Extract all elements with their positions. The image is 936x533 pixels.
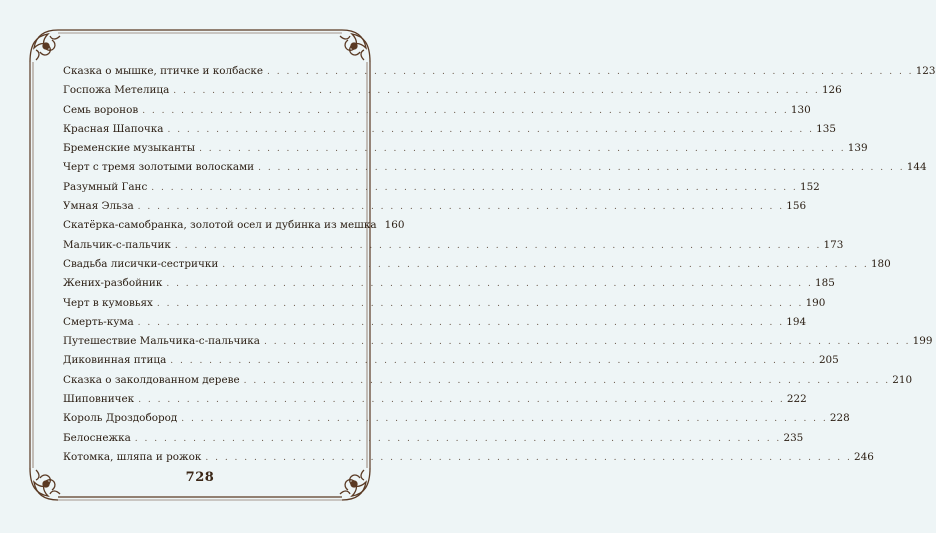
toc-entry[interactable] bbox=[63, 158, 927, 177]
toc-entry-page: 144 bbox=[906, 161, 927, 174]
toc-entry-page: 126 bbox=[821, 84, 842, 97]
toc-entry[interactable] bbox=[63, 178, 820, 197]
toc-entry-page: 228 bbox=[829, 412, 850, 425]
toc-entry[interactable] bbox=[63, 313, 807, 332]
toc-entry[interactable] bbox=[63, 120, 836, 139]
toc-entry[interactable] bbox=[63, 390, 807, 409]
toc-entry-title: Мальчик-с-пальчик bbox=[63, 238, 171, 251]
dot-leader bbox=[151, 179, 796, 198]
dot-leader bbox=[199, 140, 844, 159]
page-number: 728 bbox=[185, 470, 215, 485]
toc-entry-title: Жених-разбойник bbox=[63, 277, 163, 290]
toc-entry-title: Сказка о заколдованном дереве bbox=[63, 373, 240, 386]
toc-entry-title: Диковинная птица bbox=[63, 354, 167, 367]
dot-leader bbox=[166, 275, 811, 294]
dot-leader bbox=[264, 333, 909, 352]
dot-leader bbox=[157, 295, 802, 314]
toc-entry-title: Сказка о мышке, птичке и колбаске bbox=[63, 65, 264, 77]
toc-entry-title: Бременские музыканты bbox=[63, 142, 196, 155]
toc-entry-title: Госпожа Метелица bbox=[63, 84, 170, 97]
toc-entry-title: Белоснежка bbox=[63, 431, 131, 444]
toc-entry-title: Красная Шапочка bbox=[63, 122, 164, 135]
toc-entry[interactable] bbox=[63, 409, 850, 428]
toc-entry-page: 152 bbox=[799, 180, 820, 193]
toc-entry-page: 160 bbox=[384, 219, 405, 232]
toc-entry-title: Черт в кумовьях bbox=[63, 296, 153, 309]
toc-entry-page: 210 bbox=[892, 373, 913, 386]
toc-entry[interactable] bbox=[63, 448, 874, 467]
dot-leader bbox=[135, 430, 780, 449]
corner-ornament-top-left bbox=[30, 30, 60, 62]
toc-entry[interactable] bbox=[63, 332, 933, 351]
toc-entry-title: Умная Эльза bbox=[63, 200, 134, 213]
corner-ornament-top-right bbox=[340, 30, 370, 62]
dot-leader bbox=[170, 352, 815, 371]
dot-leader bbox=[205, 449, 850, 468]
toc-entry-title: Семь воронов bbox=[63, 103, 139, 116]
toc-entry-title: Черт с тремя золотыми волосками bbox=[63, 161, 255, 174]
toc-entry[interactable] bbox=[63, 216, 405, 235]
toc-entry[interactable] bbox=[63, 255, 891, 274]
table-of-contents bbox=[63, 62, 936, 467]
toc-entry[interactable] bbox=[63, 351, 839, 370]
toc-entry-title: Разумный Ганс bbox=[63, 180, 148, 193]
dot-leader bbox=[142, 102, 787, 121]
dot-leader bbox=[181, 410, 826, 429]
toc-entry-title: Шиповничек bbox=[63, 393, 135, 406]
toc-entry-page: 185 bbox=[815, 277, 835, 290]
dot-leader bbox=[167, 121, 812, 140]
toc-entry[interactable] bbox=[63, 371, 913, 390]
toc-entry[interactable] bbox=[63, 236, 844, 255]
toc-entry-title: Свадьба лисички-сестрички bbox=[63, 257, 219, 270]
toc-entry[interactable] bbox=[63, 101, 811, 120]
dot-leader bbox=[267, 63, 912, 82]
dot-leader bbox=[244, 372, 889, 391]
toc-entry-page: 156 bbox=[786, 200, 807, 213]
dot-leader bbox=[175, 237, 820, 256]
toc-entry-page: 194 bbox=[786, 315, 807, 328]
dot-leader bbox=[258, 159, 903, 178]
toc-entry[interactable] bbox=[63, 62, 936, 81]
toc-entry-title: Король Дроздобород bbox=[63, 412, 178, 425]
toc-entry-title: Смерть-кума bbox=[63, 315, 134, 328]
toc-entry-page: 205 bbox=[818, 354, 839, 367]
toc-entry-page: 130 bbox=[790, 103, 811, 116]
toc-entry-page: 190 bbox=[805, 296, 826, 309]
toc-entry-page: 235 bbox=[783, 431, 804, 444]
toc-entry-page: 180 bbox=[870, 257, 891, 270]
toc-entry-title: Скатёрка-самобранка, золотой осел и дубинка из мешка bbox=[63, 219, 377, 232]
dot-leader bbox=[138, 314, 783, 333]
toc-entry-page: 139 bbox=[847, 142, 868, 155]
dot-leader bbox=[138, 198, 783, 217]
toc-entry-page: 135 bbox=[816, 122, 836, 135]
toc-entry-page: 246 bbox=[854, 450, 874, 463]
toc-entry-page: 123 bbox=[915, 65, 936, 77]
toc-entry[interactable] bbox=[63, 274, 835, 293]
toc-entry[interactable] bbox=[63, 429, 804, 448]
toc-entry[interactable] bbox=[63, 81, 842, 100]
toc-entry-page: 173 bbox=[823, 238, 844, 251]
toc-entry-page: 199 bbox=[912, 335, 933, 348]
dot-leader bbox=[173, 82, 818, 101]
toc-entry-title: Путешествие Мальчика-с-пальчика bbox=[63, 335, 260, 348]
dot-leader bbox=[222, 256, 867, 275]
toc-entry[interactable] bbox=[63, 294, 826, 313]
toc-entry[interactable] bbox=[63, 139, 868, 158]
toc-entry[interactable] bbox=[63, 197, 807, 216]
toc-entry-page: 222 bbox=[786, 393, 807, 406]
toc-entry-title: Котомка, шляпа и рожок bbox=[63, 450, 202, 463]
dot-leader bbox=[138, 391, 783, 410]
